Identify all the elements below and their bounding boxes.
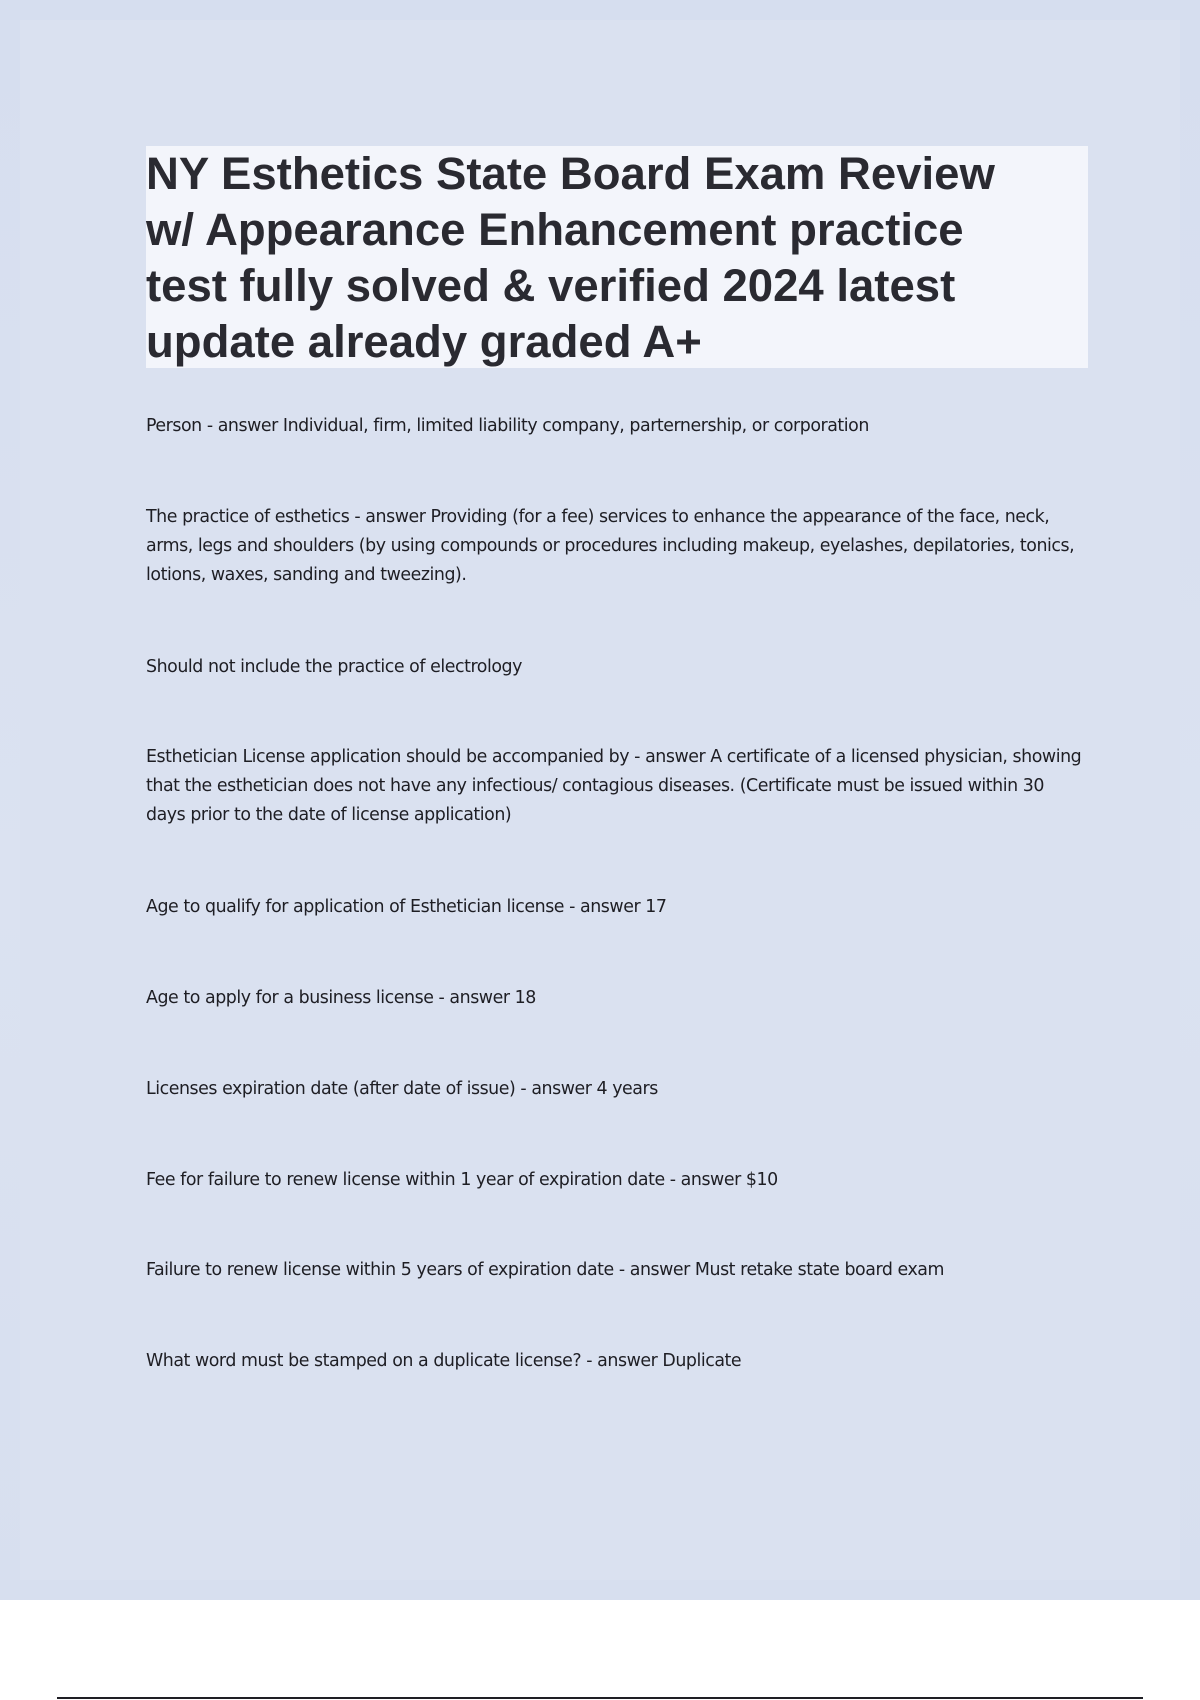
qa-item-practice-of-esthetics: The practice of esthetics - answer Providing (for a fee) services to enhance the appearance of the face, neck, arms, legs and shoulders (by using compounds or procedures including makeup, eyelashes, depilatories, tonics, lotions, waxes, sanding and tweezing).	[146, 507, 1075, 585]
qa-item-esthetician-age: Age to qualify for application of Esthetician license - answer 17	[146, 897, 667, 917]
qa-item-expiration: Licenses expiration date (after date of issue) - answer 4 years	[146, 1079, 658, 1099]
qa-item-business-license-age: Age to apply for a business license - answer 18	[146, 988, 536, 1008]
qa-item-renewal-failure: Failure to renew license within 5 years of expiration date - answer Must retake state board exam	[146, 1260, 945, 1280]
qa-item-renewal-fee: Fee for failure to renew license within 1 year of expiration date - answer $10	[146, 1170, 778, 1190]
qa-item-electrology: Should not include the practice of electrology	[146, 657, 522, 677]
qa-item-duplicate-license: What word must be stamped on a duplicate license? - answer Duplicate	[146, 1351, 742, 1371]
footer-divider	[57, 1697, 1143, 1699]
qa-item-person: Person - answer Individual, firm, limited liability company, parternership, or corporation	[146, 416, 869, 436]
document-title: NY Esthetics State Board Exam Review w/ Appearance Enhancement practice test fully solved & verified 2024 latest update already graded A+	[146, 148, 995, 367]
qa-item-license-application: Esthetician License application should be accompanied by - answer A certificate of a licensed physician, showing that the esthetician does not have any infectious/ contagious diseases. (Certificate must be issued within 30 days prior to the date of license application)	[146, 747, 1082, 825]
title-block	[146, 146, 1088, 368]
